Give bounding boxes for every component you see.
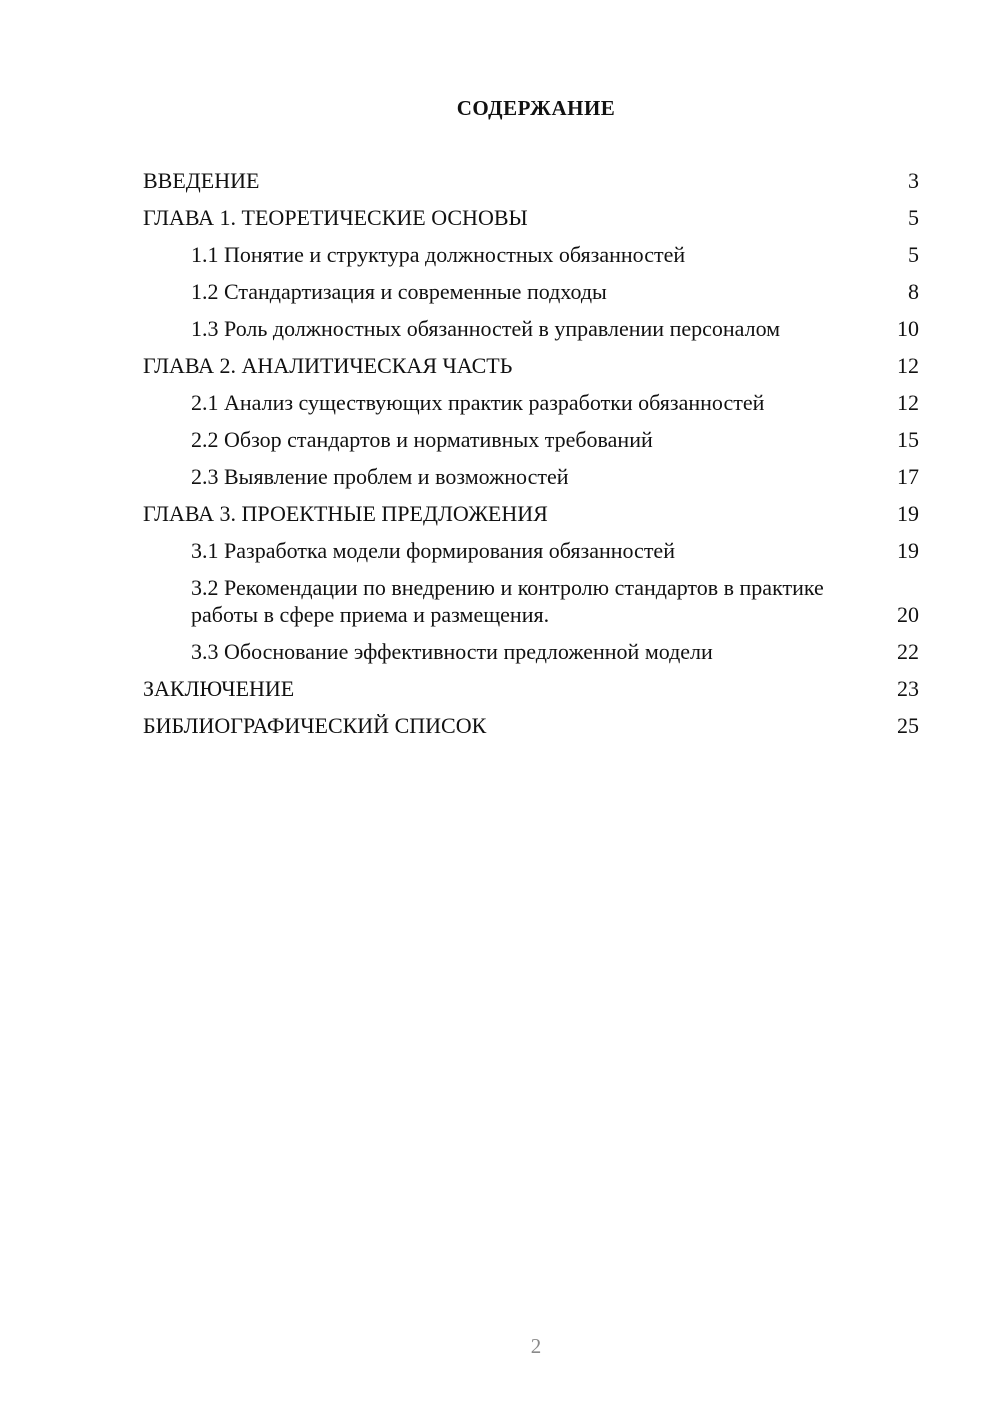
toc-title: СОДЕРЖАНИЕ	[456, 96, 616, 120]
toc-entry-section-1-3	[143, 315, 919, 342]
toc-entry-chapter-3	[143, 500, 919, 527]
toc-entry-label: 2.1 Анализ существующих практик разработки обязанностей	[191, 390, 765, 415]
toc-entry-section-3-3	[143, 638, 919, 665]
toc-entry-section-2-1	[143, 389, 919, 416]
toc-entry-section-3-2	[143, 574, 919, 628]
toc-entry-page: 17	[897, 464, 919, 489]
toc-entry-page: 12	[897, 353, 919, 378]
toc-entry-label: ГЛАВА 1. ТЕОРЕТИЧЕСКИЕ ОСНОВЫ	[143, 205, 528, 230]
toc-entry-conclusion	[143, 675, 919, 702]
toc-entry-page: 12	[897, 390, 919, 415]
toc-entry-introduction	[143, 167, 919, 194]
toc-entry-label: ЗАКЛЮЧЕНИЕ	[143, 676, 295, 701]
table-of-contents	[143, 167, 919, 749]
toc-entry-section-1-2	[143, 278, 919, 305]
toc-entry-label: ВВЕДЕНИЕ	[143, 168, 260, 193]
toc-entry-page: 15	[897, 427, 919, 452]
toc-entry-label: 3.3 Обоснование эффективности предложенной модели	[191, 639, 713, 664]
toc-entry-page: 3	[908, 168, 919, 193]
toc-entry-section-2-3	[143, 463, 919, 490]
page-number: 2	[530, 1334, 542, 1358]
toc-entry-label: БИБЛИОГРАФИЧЕСКИЙ СПИСОК	[143, 713, 487, 738]
toc-entry-label: ГЛАВА 2. АНАЛИТИЧЕСКАЯ ЧАСТЬ	[143, 353, 513, 378]
toc-entry-page: 23	[897, 676, 919, 701]
toc-entry-label: ГЛАВА 3. ПРОЕКТНЫЕ ПРЕДЛОЖЕНИЯ	[143, 501, 548, 526]
toc-entry-page: 22	[897, 639, 919, 664]
toc-entry-section-3-1	[143, 537, 919, 564]
toc-entry-label: 1.2 Стандартизация и современные подходы	[191, 279, 607, 304]
toc-entry-page: 10	[897, 316, 919, 341]
toc-entry-label: 2.2 Обзор стандартов и нормативных требований	[191, 427, 653, 452]
toc-entry-section-1-1	[143, 241, 919, 268]
toc-entry-bibliography	[143, 712, 919, 739]
toc-entry-page: 25	[897, 713, 919, 738]
toc-entry-label: 2.3 Выявление проблем и возможностей	[191, 464, 569, 489]
toc-entry-page: 20	[897, 602, 919, 627]
toc-entry-section-2-2	[143, 426, 919, 453]
toc-entry-page: 19	[897, 538, 919, 563]
toc-entry-page: 8	[908, 279, 919, 304]
toc-entry-chapter-1	[143, 204, 919, 231]
toc-entry-label: 3.2 Рекомендации по внедрению и контролю стандартов в практике работы в сфере приема и размещения.	[191, 575, 824, 627]
toc-entry-chapter-2	[143, 352, 919, 379]
toc-entry-page: 5	[908, 205, 919, 230]
toc-entry-label: 1.1 Понятие и структура должностных обязанностей	[191, 242, 686, 267]
toc-entry-label: 3.1 Разработка модели формирования обязанностей	[191, 538, 675, 563]
toc-entry-label: 1.3 Роль должностных обязанностей в управлении персоналом	[191, 316, 781, 341]
toc-entry-page: 5	[908, 242, 919, 267]
toc-entry-page: 19	[897, 501, 919, 526]
